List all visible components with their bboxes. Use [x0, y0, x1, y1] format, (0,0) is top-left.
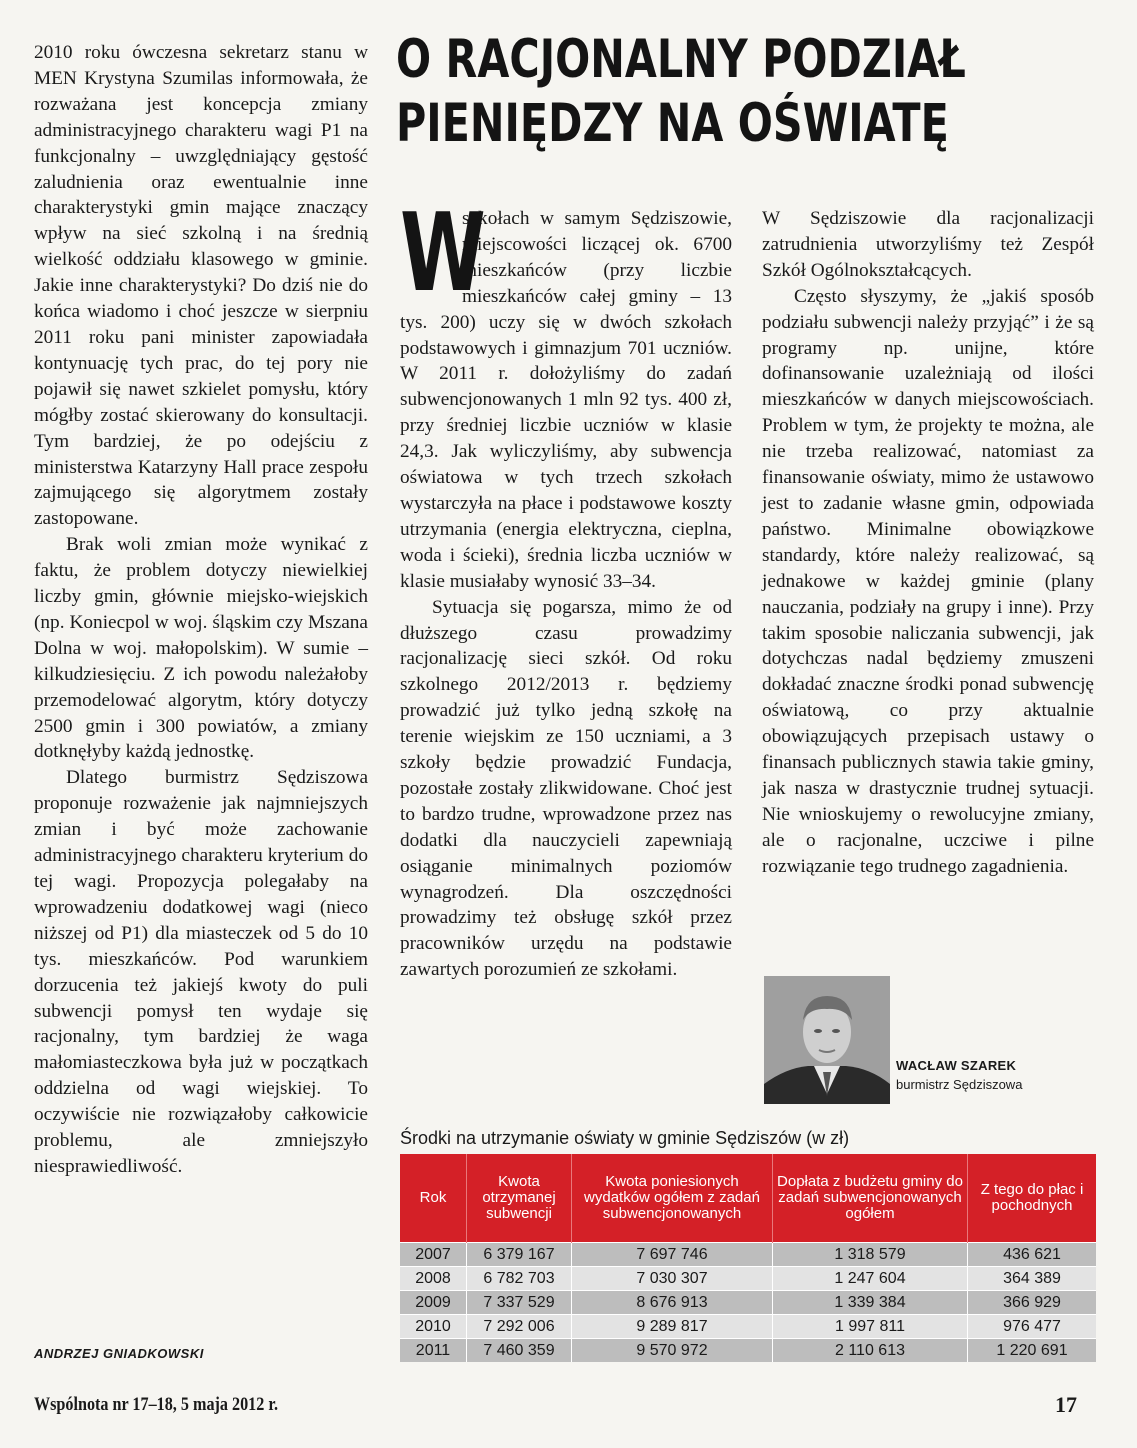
portrait-silhouette-icon: [764, 976, 890, 1104]
cell-expenses: 9 289 817: [572, 1315, 773, 1339]
cell-wages: 436 621: [968, 1243, 1097, 1267]
header-subsidy: Kwota otrzymanej subwencji: [467, 1154, 572, 1243]
table-row: [400, 1315, 1096, 1339]
table-row: [400, 1267, 1096, 1291]
cell-subsidy: 7 460 359: [467, 1339, 572, 1363]
article-column-1: [34, 40, 368, 1180]
cell-subsidy: 7 337 529: [467, 1291, 572, 1315]
photo-caption: [896, 1058, 1022, 1092]
cell-contribution: 1 247 604: [773, 1267, 968, 1291]
page-number: 17: [1055, 1392, 1077, 1417]
table-title: Środki na utrzymanie oświaty w gminie Sędziszów (w zł): [400, 1128, 850, 1148]
portrait-photo: [764, 976, 890, 1104]
cell-year: 2007: [400, 1243, 467, 1267]
col1-paragraph-3: Dlatego burmistrz Sędziszowa proponuje rozważenie jak najmniejszych zmian i być może zachowanie administracyjnego charakteru kryterium do tej wagi. Propozycja polegałaby na wprowadzeniu dodatkowej wagi (nieco niższej od P1) dla miasteczek od 5 do 10 tys. mieszkańców. Pod warunkiem dorzucenia też jakiejś kwoty do puli subwencji pomysł ten wydaje się racjonalny, tym bardziej że waga małomiasteczkowa była już w początkach oddzielna od wagi wiejskiej. To oczywiście nie rozwiązałoby całkowicie problemu, ale zmniejszyło niesprawiedliwość.: [34, 767, 368, 1177]
col1-paragraph-1: 2010 roku ówczesna sekretarz stanu w MEN Krystyna Szumilas informowała, że rozważana jest koncepcja zmiany administracyjnego charakteru wagi P1 na funkcjonalny – uwzględniający gęstość zaludnienia oraz ewentualnie inne charakterystyki gmin mające znaczący wpływ na sieć szkolną i na średnią wielkość oddziału klasowego w gminie. Jakie inne charakterystyki? Do dziś nie do końca wiadomo i choć jeszcze w sierpniu 2011 roku pani minister zapowiadała kontynuację tych prac, do tej pory nie pojawił się nawet szkielet pomysłu, który mógłby zostać skierowany do konsultacji. Tym bardziej, że po odejściu z ministerstwa Katarzyny Hall prace zespołu zajmującego się algorytmem zostały zastopowane.: [34, 42, 368, 530]
cell-expenses: 7 697 746: [572, 1243, 773, 1267]
cell-subsidy: 6 379 167: [467, 1243, 572, 1267]
article-column-2: [400, 191, 732, 983]
col1-paragraph-2: Brak woli zmian może wynikać z faktu, że problem dotyczy niewielkiej liczby gmin, głównie miejsko-wiejskich (np. Koniecpol w woj. śląskim czy Mszana Dolna w woj. małopolskim). W sumie – kilkudziesięciu. Z ich powodu należałoby przemodelować algorytm, który dotyczy 2500 gmin i 300 powiatów, a zmiany dotknęłyby każdą jednostkę.: [34, 534, 368, 763]
cell-expenses: 7 030 307: [572, 1267, 773, 1291]
cell-expenses: 8 676 913: [572, 1291, 773, 1315]
cell-year: 2010: [400, 1315, 467, 1339]
cell-subsidy: 7 292 006: [467, 1315, 572, 1339]
caption-name: WACŁAW SZAREK: [896, 1058, 1017, 1073]
cell-wages: 976 477: [968, 1315, 1097, 1339]
caption-role: burmistrz Sędziszowa: [896, 1077, 1023, 1092]
issue-info: Wspólnota nr 17–18, 5 maja 2012 r.: [34, 1394, 279, 1415]
col2-paragraph-1-text: szkołach w samym Sędziszowie, miejscowości liczącej ok. 6700 mieszkańców (przy liczbie mieszkańców całej gminy – 13 tys. 200) uczy się w dwóch szkołach podstawowych i gimnazjum 701 uczniów. W 2011 r. dołożyliśmy do zadań subwencjonowanych 1 mln 92 tys. 400 zł, przy średniej liczbie uczniów w klasie 24,3. Jak wyliczyliśmy, aby subwencja oświatowa w tych trzech szkołach wystarczyła na płace i podstawowe koszty utrzymania (energia elektryczna, cieplna, woda i ścieki), średnia liczba uczniów w klasie musiałaby wynosić 33–34.: [400, 208, 732, 592]
cell-contribution: 1 318 579: [773, 1243, 968, 1267]
cell-expenses: 9 570 972: [572, 1339, 773, 1363]
header-year: Rok: [400, 1154, 467, 1243]
headline-line-1: O RACJONALNY PODZIAŁ: [396, 29, 966, 90]
table-header-row: [400, 1154, 1096, 1243]
cell-wages: 1 220 691: [968, 1339, 1097, 1363]
cell-subsidy: 6 782 703: [467, 1267, 572, 1291]
header-expenses: Kwota poniesionych wydatków ogółem z zadań subwencjonowanych: [572, 1154, 773, 1243]
headline: [396, 28, 966, 156]
cell-year: 2011: [400, 1339, 467, 1363]
cell-wages: 364 389: [968, 1267, 1097, 1291]
table-row: [400, 1291, 1096, 1315]
funding-table: [400, 1154, 1096, 1362]
table-row: [400, 1339, 1096, 1363]
col3-paragraph-2: Często słyszymy, że „jakiś sposób podziału subwencji należy przyjąć” i że są programy np. unijne, które dofinansowanie uzależniają od ilości mieszkańców w danych miejscowościach. Problem w tym, że projekty te można, ale nie trzeba realizować, natomiast za finansowanie oświaty, mimo że ustawowo jest to zadanie własne gmin, odpowiada państwo. Minimalne obowiązkowe standardy, które należy realizować, są jednakowe w każdej gminie (plany nauczania, podziały na grupy i inne). Przy takim sposobie naliczania subwencji, jak dotychczas nadal będziemy zmuszeni dokładać znaczne środki ponad subwencję oświatową, co przy aktualnie obowiązujących przepisach ustawy o finansach publicznych stawia takie gminy, jak nasza w drastycznie trudnej sytuacji. Nie wnioskujemy o rewolucyjne zmiany, ale o racjonalne, uczciwe i pilne rozwiązanie tego trudnego zagadnienia.: [762, 285, 1094, 877]
cell-year: 2008: [400, 1267, 467, 1291]
cell-contribution: 2 110 613: [773, 1339, 968, 1363]
article-column-3: [762, 206, 1094, 880]
cell-wages: 366 929: [968, 1291, 1097, 1315]
cell-contribution: 1 997 811: [773, 1315, 968, 1339]
table-row: [400, 1243, 1096, 1267]
header-municipal-contribution: Dopłata z budżetu gminy do zadań subwencjonowanych ogółem: [773, 1154, 968, 1243]
col2-paragraph-2: Sytuacja się pogarsza, mimo że od dłuższego czasu prowadzimy racjonalizację sieci szkół. Od roku szkolnego 2012/2013 r. będziemy prowadzić już tylko jedną szkołę na terenie wiejskim ze 150 uczniami, a 3 szkoły będzie prowadzić Fundacja, pozostałe zostały zlikwidowane. Choć jest to bardzo trudne, wprowadzone przez nas dodatki dla nauczycieli zapewniają osiąganie minimalnych poziomów wynagrodzeń. Dla oszczędności prowadzimy też obsługę szkół przez pracowników urzędu na podstawie zawartych porozumień ze szkołami.: [400, 596, 732, 981]
headline-line-2: PIENIĘDZY NA OŚWIATĘ: [396, 93, 949, 154]
col3-paragraph-1: W Sędziszowie dla racjonalizacji zatrudnienia utworzyliśmy też Zespół Szkół Ogólnokształcących.: [762, 208, 1094, 281]
header-wages: Z tego do płac i pochodnych: [968, 1154, 1097, 1243]
drop-cap: W: [400, 191, 486, 316]
col2-paragraph-1: [400, 191, 732, 595]
cell-contribution: 1 339 384: [773, 1291, 968, 1315]
author-byline: ANDRZEJ GNIADKOWSKI: [34, 1346, 204, 1361]
cell-year: 2009: [400, 1291, 467, 1315]
